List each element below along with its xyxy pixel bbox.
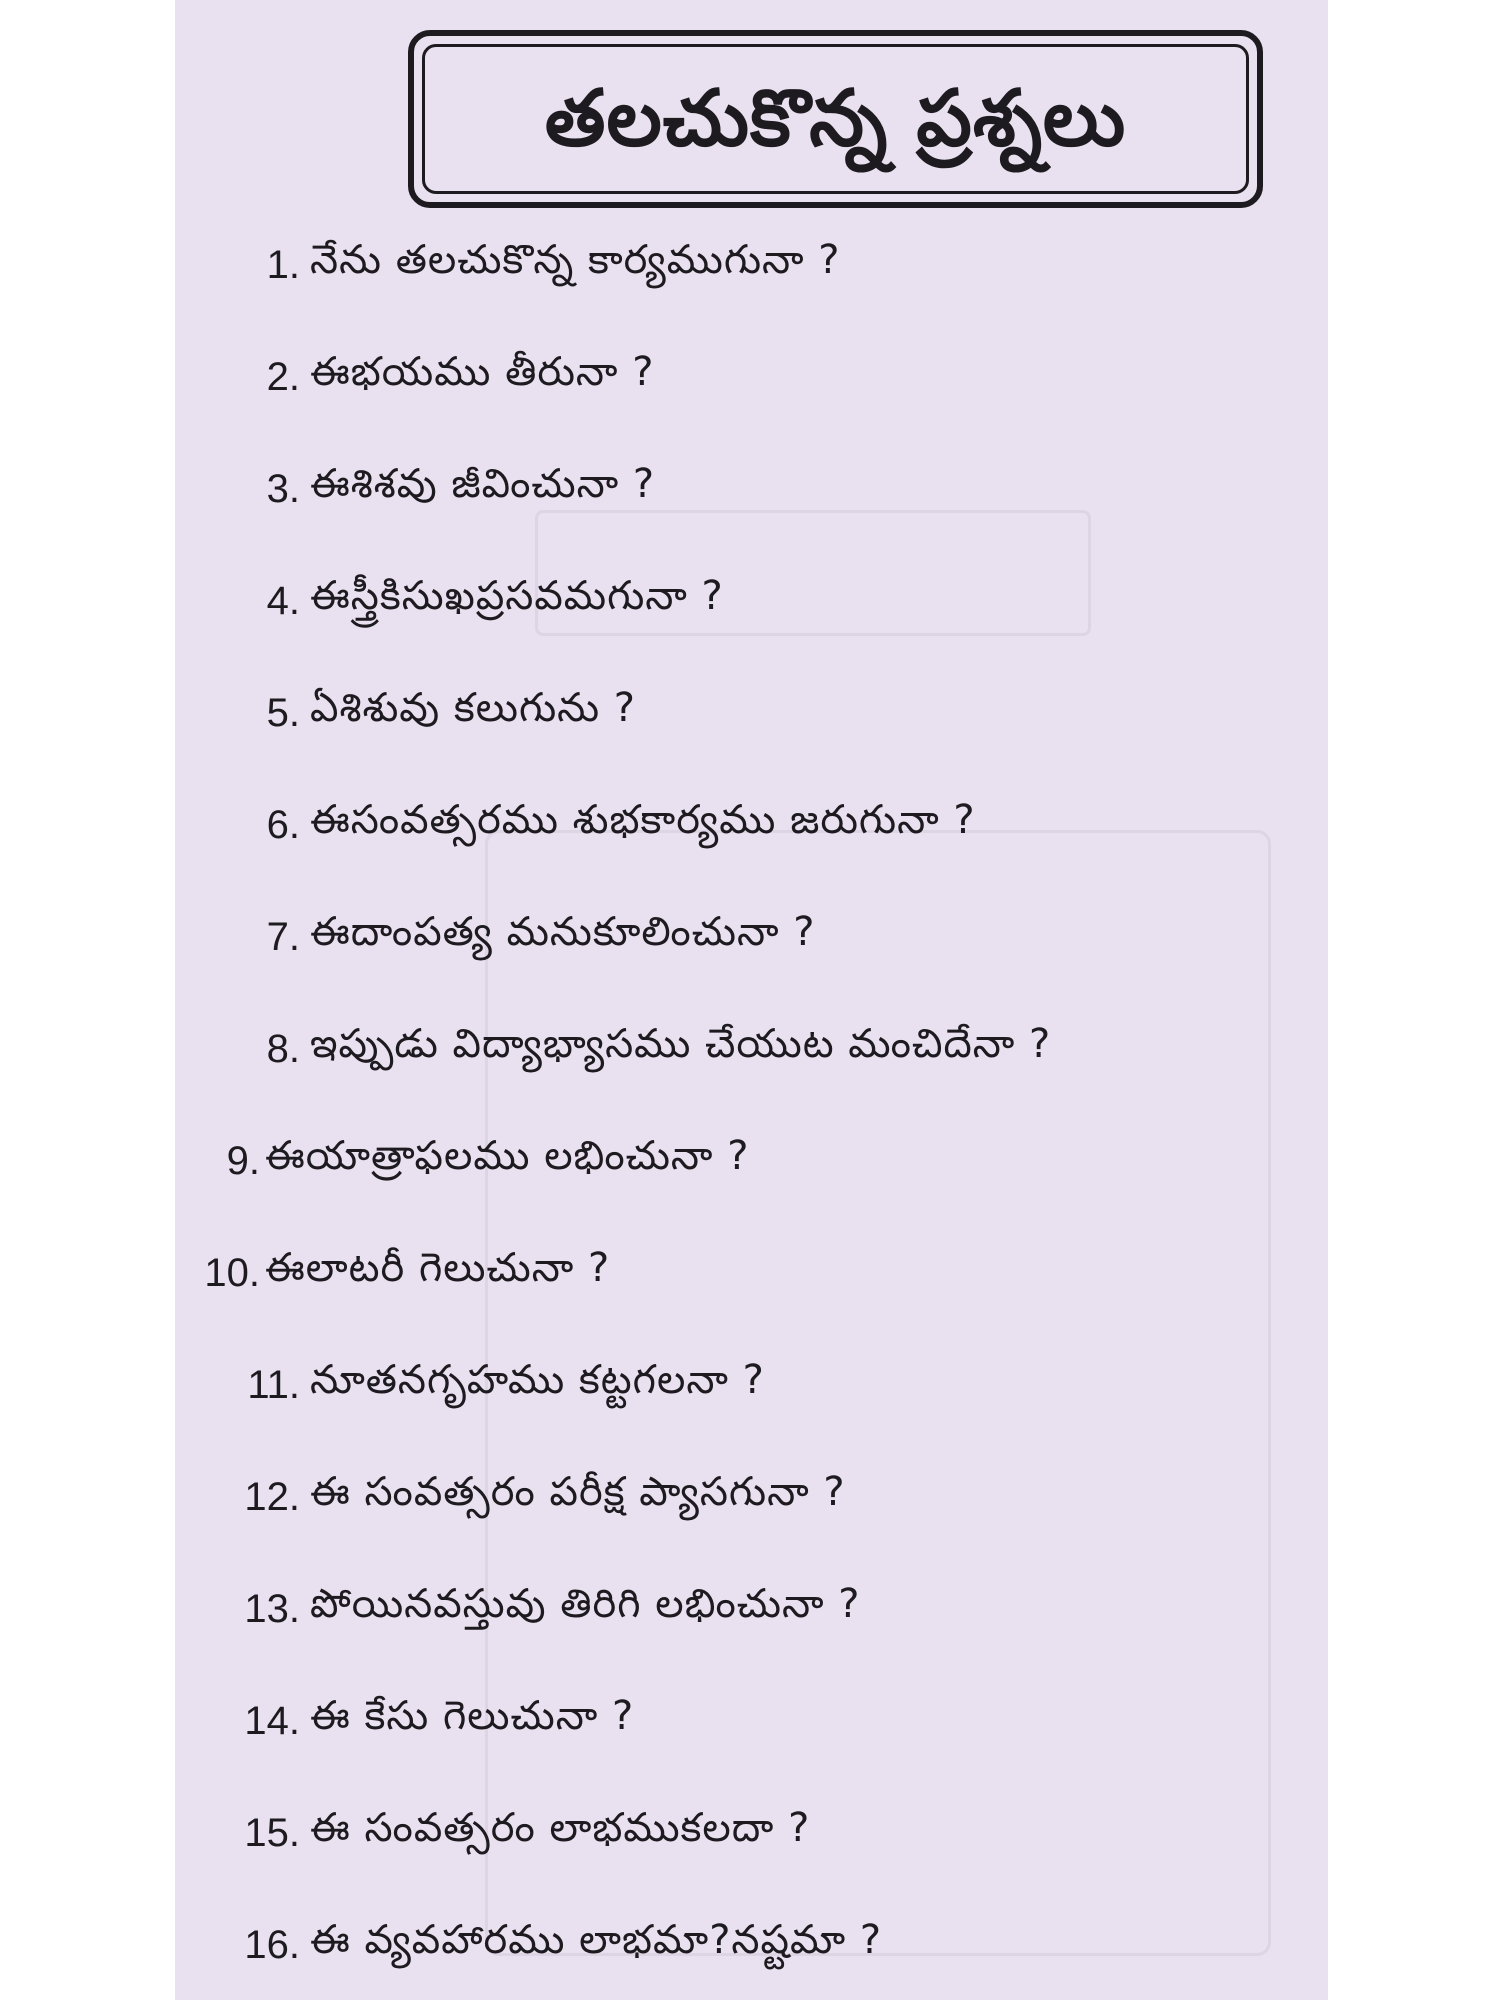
question-text: నేను తలచుకొన్న కార్యముగునా ?: [310, 237, 841, 283]
list-item: [175, 1793, 1328, 1873]
list-item: [175, 337, 1328, 417]
question-text: నూతనగృహము కట్టగలనా ?: [310, 1357, 765, 1403]
question-number: 2.: [266, 354, 300, 399]
book-page: [175, 0, 1328, 2000]
question-text: ఏశిశువు కలుగును ?: [310, 685, 637, 731]
list-item: [175, 1121, 1328, 1201]
question-number: 7.: [266, 914, 300, 959]
list-item: [175, 1905, 1328, 1985]
question-text: ఈసంవత్సరము శుభకార్యము జరుగునా ?: [310, 797, 976, 843]
question-text: పోయినవస్తువు తిరిగి లభించునా ?: [310, 1581, 861, 1627]
question-number: 11.: [247, 1362, 300, 1407]
question-text: ఈ సంవత్సరం లాభముకలదా ?: [310, 1805, 811, 1851]
question-text: ఈలాటరీ గెలుచునా ?: [265, 1245, 611, 1291]
question-number: 6.: [266, 802, 300, 847]
question-text: ఈభయము తీరునా ?: [310, 349, 655, 395]
list-item: [175, 1457, 1328, 1537]
question-text: ఈ సంవత్సరం పరీక్ష ప్యాసగునా ?: [310, 1469, 846, 1515]
list-item: [175, 1009, 1328, 1089]
title-frame: [408, 30, 1263, 208]
question-number: 8.: [266, 1026, 300, 1071]
question-text: ఈ వ్యవహారము లాభమా?నష్టమా ?: [310, 1917, 883, 1963]
list-item: [175, 449, 1328, 529]
question-text: ఈస్త్రీకిసుఖప్రసవమగునా ?: [310, 573, 724, 619]
list-item: [175, 897, 1328, 977]
question-number: 9.: [226, 1138, 260, 1183]
question-number: 4.: [266, 578, 300, 623]
question-number: 12.: [244, 1474, 300, 1519]
question-text: ఇప్పుడు విద్యాభ్యాసము చేయుట మంచిదేనా ?: [310, 1021, 1052, 1067]
question-text: ఈశిశవు జీవించునా ?: [310, 461, 656, 507]
list-item: [175, 785, 1328, 865]
question-number: 15.: [244, 1810, 300, 1855]
list-item: [175, 225, 1328, 305]
question-text: ఈదాంపత్య మనుకూలించునా ?: [310, 909, 816, 955]
list-item: [175, 1569, 1328, 1649]
question-text: ఈయాత్రాఫలము లభించునా ?: [265, 1133, 750, 1179]
question-number: 5.: [266, 690, 300, 735]
question-number: 13.: [244, 1586, 300, 1631]
question-number: 16.: [244, 1922, 300, 1967]
list-item: [175, 1345, 1328, 1425]
question-text: ఈ కేసు గెలుచునా ?: [310, 1693, 635, 1739]
list-item: [175, 1233, 1328, 1313]
list-item: [175, 673, 1328, 753]
question-number: 10.: [204, 1250, 260, 1295]
list-item: [175, 561, 1328, 641]
question-number: 3.: [266, 466, 300, 511]
question-number: 1.: [266, 242, 300, 287]
title-inner-border: [422, 44, 1249, 194]
list-item: [175, 1681, 1328, 1761]
question-number: 14.: [244, 1698, 300, 1743]
page-title: తలచుకొన్న ప్రశ్నలు: [544, 74, 1127, 164]
